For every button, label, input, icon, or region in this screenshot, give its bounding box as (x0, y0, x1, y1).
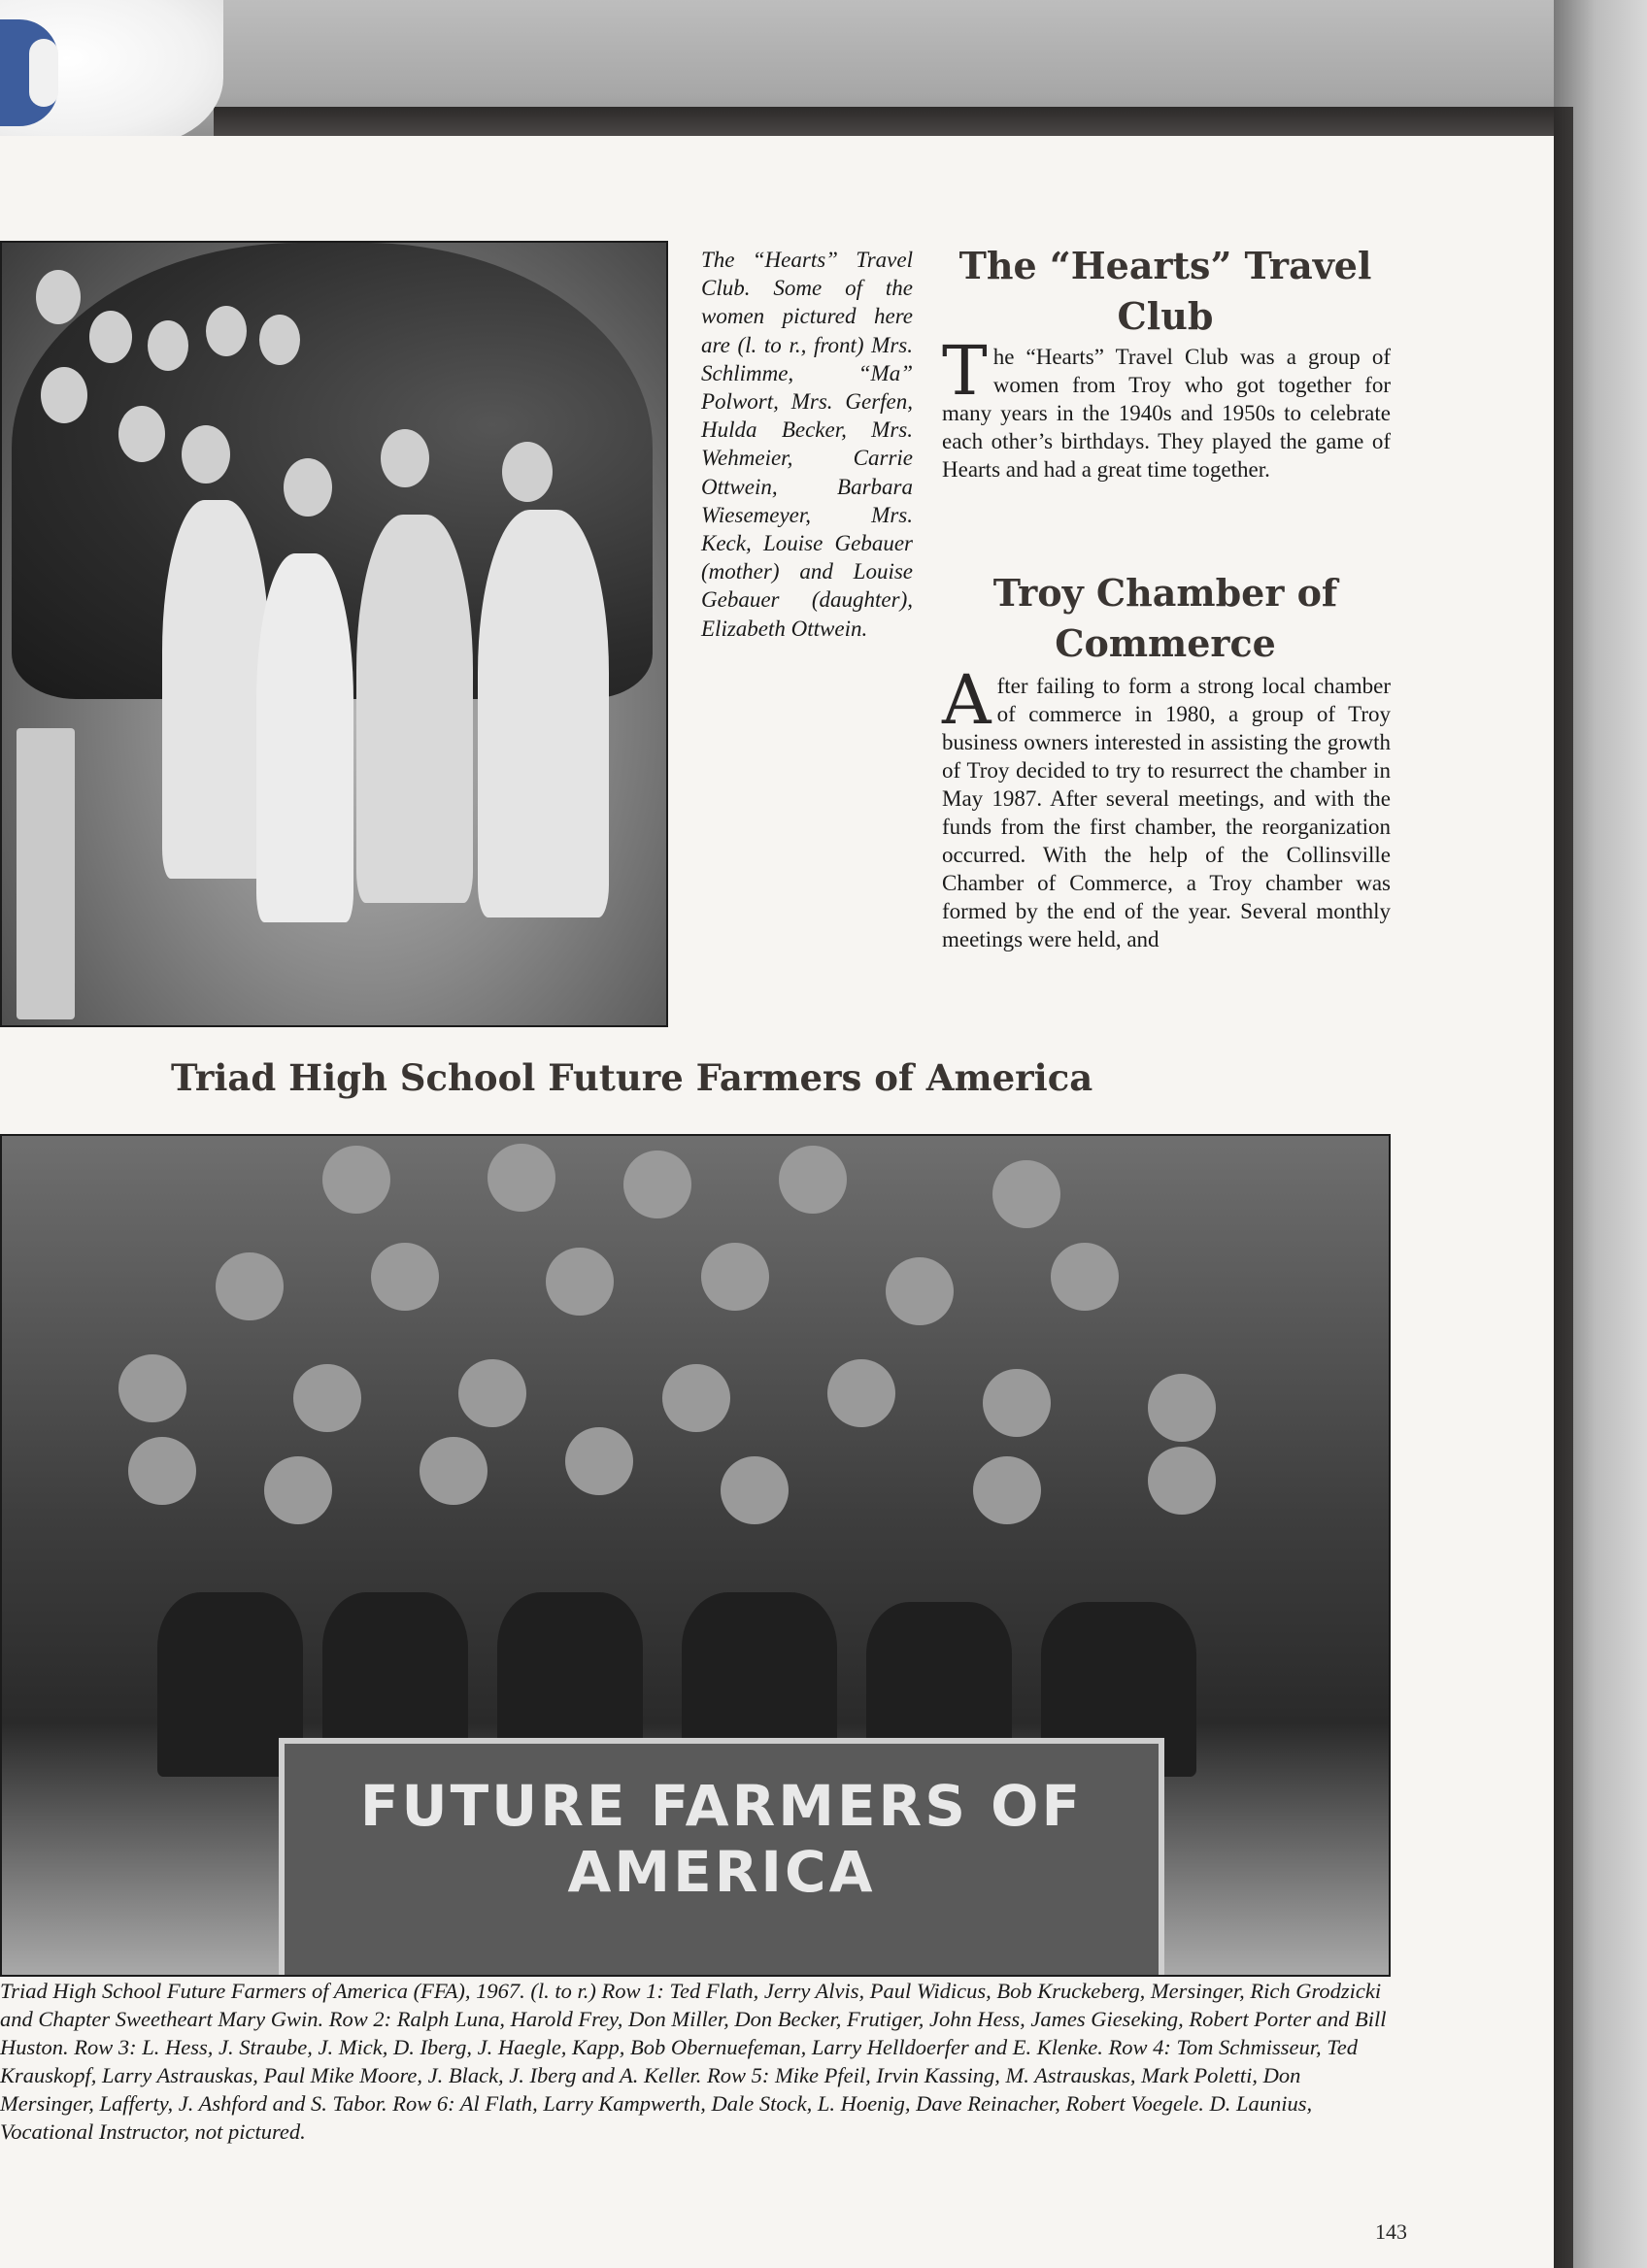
dress (356, 515, 473, 903)
person-head (487, 1144, 555, 1212)
person-head (420, 1437, 487, 1505)
person-head (827, 1359, 895, 1427)
hearts-club-photo (0, 241, 668, 1027)
hearts-club-article (942, 331, 1391, 484)
troy-chamber-article (942, 660, 1391, 953)
person-head (284, 458, 332, 517)
ffa-banner-text: FUTURE FARMERS OF AMERICA (359, 1773, 1084, 1905)
person-head (701, 1243, 769, 1311)
troy-chamber-body: fter failing to form a strong local chamber of commerce in 1980, a group of Troy business owners interested in assisting the growth of Troy decided to try to resurrect the chamber in May 1987. After several meetings, and with the funds from the first chamber, the reorganization occurred. With the help of the Collinsville Chamber of Commerce, a Troy chamber was formed by the end of the year. Several monthly meetings were held, and (942, 674, 1391, 951)
person-head (1148, 1447, 1216, 1515)
ffa-group-photo (0, 1134, 1391, 1977)
person-head (148, 320, 188, 371)
drop-cap: A (942, 660, 992, 740)
person-head (118, 406, 165, 462)
person-head (293, 1364, 361, 1432)
book-edge-top (214, 107, 1573, 136)
tape-logo-inner (29, 39, 58, 107)
person-head (1051, 1243, 1119, 1311)
book-edge-right (1554, 107, 1573, 2268)
person-head (983, 1369, 1051, 1437)
person-head (565, 1427, 633, 1495)
drop-cap: T (942, 331, 988, 411)
troy-chamber-heading: Troy Chamber of Commerce (992, 571, 1338, 665)
person-head (992, 1160, 1060, 1228)
person-head (973, 1456, 1041, 1524)
dress (162, 500, 269, 879)
person-head (206, 306, 247, 356)
person-head (89, 311, 132, 363)
person-head (662, 1364, 730, 1432)
person-head (128, 1437, 196, 1505)
person-head (1148, 1374, 1216, 1442)
person-head (41, 367, 87, 423)
person-head (502, 442, 553, 502)
person-head (458, 1359, 526, 1427)
person-head (721, 1456, 789, 1524)
person-head (322, 1146, 390, 1214)
person-head (779, 1146, 847, 1214)
person-head (36, 270, 81, 324)
person-head (182, 425, 230, 484)
person-head (546, 1248, 614, 1316)
person-head (216, 1252, 284, 1320)
person-head (264, 1456, 332, 1524)
person-head (381, 429, 429, 487)
page-number: 143 (1375, 2219, 1407, 2244)
hearts-photo-caption: The “Hearts” Travel Club. Some of the women pictured here are (l. to r., front) Mrs. Schlimme, “Ma” Polwort, Mrs. Gerfen, Hulda Becker, Mrs. Wehmeier, Carrie Ottwein, Barbara Wiesemeyer, Mrs. Keck, Louise Gebauer (mother) and Louise Gebauer (daughter), Elizabeth Ottwein. (701, 248, 913, 641)
porch-post (17, 728, 75, 1019)
person-head (259, 315, 300, 365)
ffa-photo-caption: Triad High School Future Farmers of America (FFA), 1967. (l. to r.) Row 1: Ted Flath, Jerry Alvis, Paul Widicus, Bob Kruckeberg, Mersinger, Rich Grodzicki and Chapter Sweetheart Mary Gwin. Row 2: Ralph Luna, Harold Frey, Don Miller, Don Becker, Frutiger, John Hess, James Gieseking, Robert Porter and Bill Huston. Row 3: L. Hess, J. Straube, J. Mick, D. Iberg, J. Haegle, Kapp, Bob Obernuefeman, Larry Helldoerfer and E. Klenke. Row 4: Tom Schmisseur, Ted Krauskopf, Larry Astrauskas, Paul Mike Moore, J. Black, J. Iberg and A. Keller. Row 5: Mike Pfeil, Irvin Kassing, M. Astrauskas, Mark Poletti, Don Mersinger, Lafferty, J. Ashford and S. Tabor. Row 6: Al Flath, Larry Kampwerth, Dale Stock, L. Hoenig, Dave Reinacher, Robert Voegele. D. Launius, Vocational Instructor, not pictured. (0, 1979, 1387, 2144)
tape-corner (0, 0, 223, 146)
hearts-club-body: he “Hearts” Travel Club was a group of women from Troy who got together for many years in the 1940s and 1950s to celebrate each other’s birthdays. They played the game of Hearts and had a great time together. (942, 345, 1391, 482)
hearts-club-heading: The “Hearts” Travel Club (958, 244, 1372, 338)
ffa-banner (279, 1738, 1164, 1977)
person-head (118, 1354, 186, 1422)
person-head (623, 1151, 691, 1218)
dress (478, 510, 609, 917)
person-head (371, 1243, 439, 1311)
ffa-heading: Triad High School Future Farmers of America (171, 1056, 1093, 1099)
dress (256, 553, 353, 922)
person-head (886, 1257, 954, 1325)
